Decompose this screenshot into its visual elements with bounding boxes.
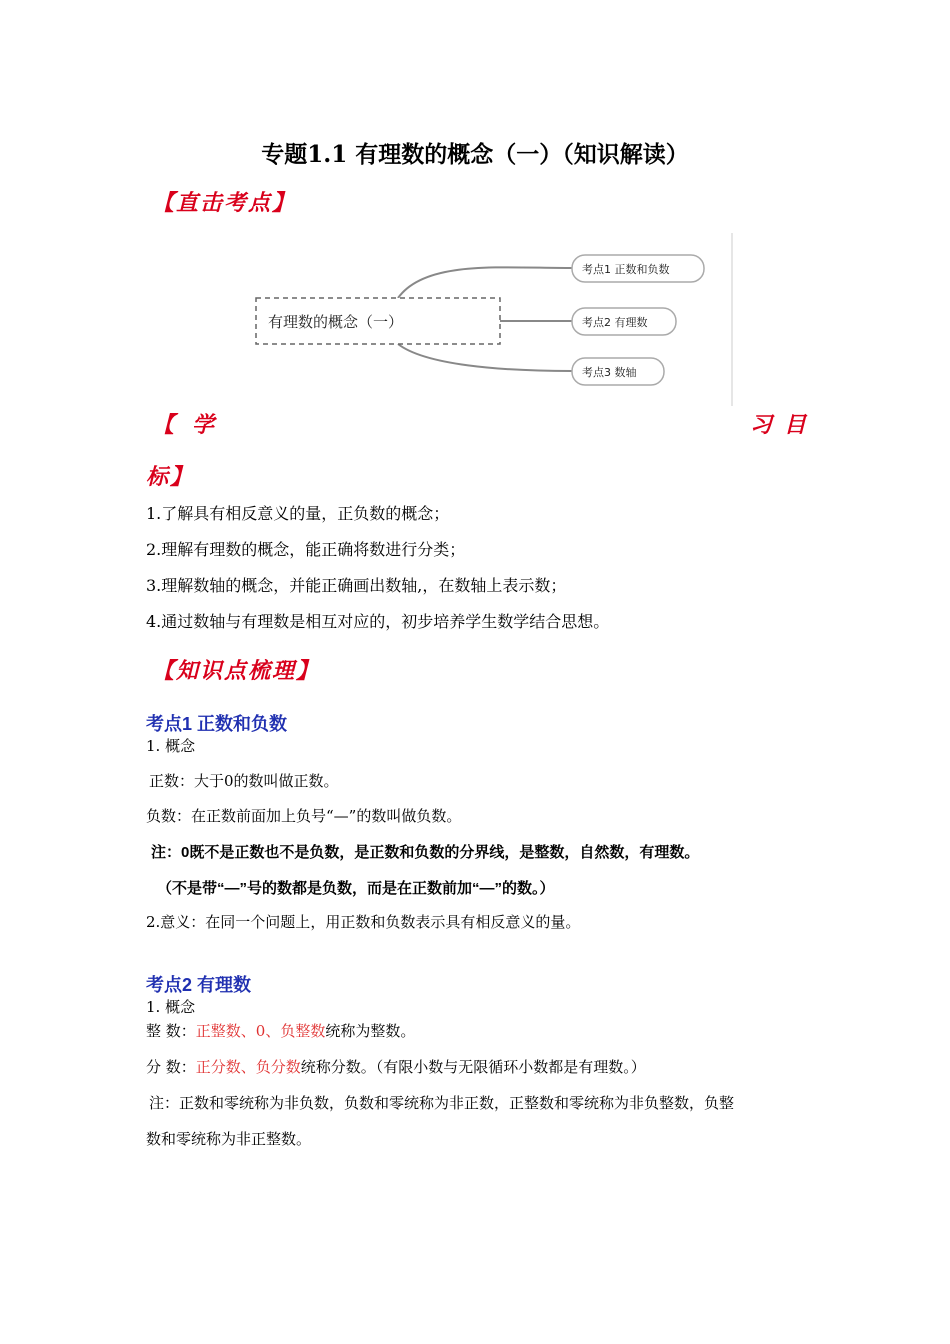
- mind-map-node-2-label: 考点2 有理数: [582, 316, 648, 329]
- kp2-fraction-def: [146, 1056, 646, 1077]
- kp2-integer-label: 整 数：: [146, 1022, 196, 1040]
- kp1-negative-def: 负数：在正数前面加上负号“—”的数叫做负数。: [146, 807, 462, 825]
- kp1-subheading: 1. 概念: [146, 737, 196, 755]
- kp2-fraction-label: 分 数：: [146, 1058, 196, 1076]
- goals-heading-char-mu: 目: [784, 412, 809, 438]
- kp2-note-line-1: 注：正数和零统称为非负数，负数和零统称为非正数，正整数和零统称为非负整数，负整: [149, 1094, 735, 1112]
- goals-heading-char-biao: 标】: [146, 464, 195, 490]
- kp1-positive-def: 正数：大于0的数叫做正数。: [149, 772, 339, 790]
- goal-1: 1.了解具有相反意义的量，正负数的概念；: [146, 504, 450, 523]
- kp2-integer-terms: 正整数、0、负整数: [195, 1022, 326, 1040]
- mind-map: [250, 230, 740, 410]
- kp2-integer-def: [146, 1020, 415, 1041]
- kp2-fraction-terms: 正分数、负分数: [195, 1058, 301, 1076]
- kp2-subheading: 1. 概念: [146, 998, 196, 1016]
- goal-4: 4.通过数轴与有理数是相互对应的，初步培养学生数学结合思想。: [146, 612, 610, 631]
- goals-heading-bracket: 【: [152, 412, 177, 438]
- goal-3: 3.理解数轴的概念，并能正确画出数轴,，在数轴上表示数；: [146, 576, 567, 595]
- kp1-note-1: 注：0既不是正数也不是负数，是正数和负数的分界线，是整数，自然数，有理数。: [151, 844, 700, 861]
- kp2-heading: 考点2 有理数: [146, 975, 252, 995]
- kp1-note-2: （不是带“—”号的数都是负数，而是在正数前加“—”的数。）: [157, 880, 555, 897]
- kp1-heading: 考点1 正数和负数: [146, 714, 288, 734]
- mind-map-center-label: 有理数的概念（一）: [268, 313, 404, 331]
- connector-1: [398, 267, 572, 298]
- kp2-integer-tail: 统称为整数。: [325, 1022, 416, 1040]
- kp2-fraction-tail: 统称分数。（有限小数与无限循环小数都是有理数。）: [300, 1058, 646, 1076]
- section-heading-knowledge: 【知识点梳理】: [152, 658, 321, 684]
- kp1-meaning: 2.意义：在同一个问题上，用正数和负数表示具有相反意义的量。: [146, 913, 581, 931]
- mind-map-node-1-label: 考点1 正数和负数: [582, 263, 670, 276]
- goal-2: 2.理解有理数的概念，能正确将数进行分类；: [146, 540, 466, 559]
- mind-map-node-3-label: 考点3 数轴: [582, 366, 637, 379]
- goals-heading-char-xi: 习: [750, 412, 775, 438]
- kp2-note-line-2: 数和零统称为非正整数。: [146, 1130, 312, 1148]
- section-heading-kaodian: 【直击考点】: [152, 190, 297, 216]
- page-title: 专题1.1 有理数的概念（一）（知识解读）: [261, 141, 689, 168]
- connector-3: [398, 344, 572, 371]
- goals-heading-char-xue: 学: [192, 412, 217, 438]
